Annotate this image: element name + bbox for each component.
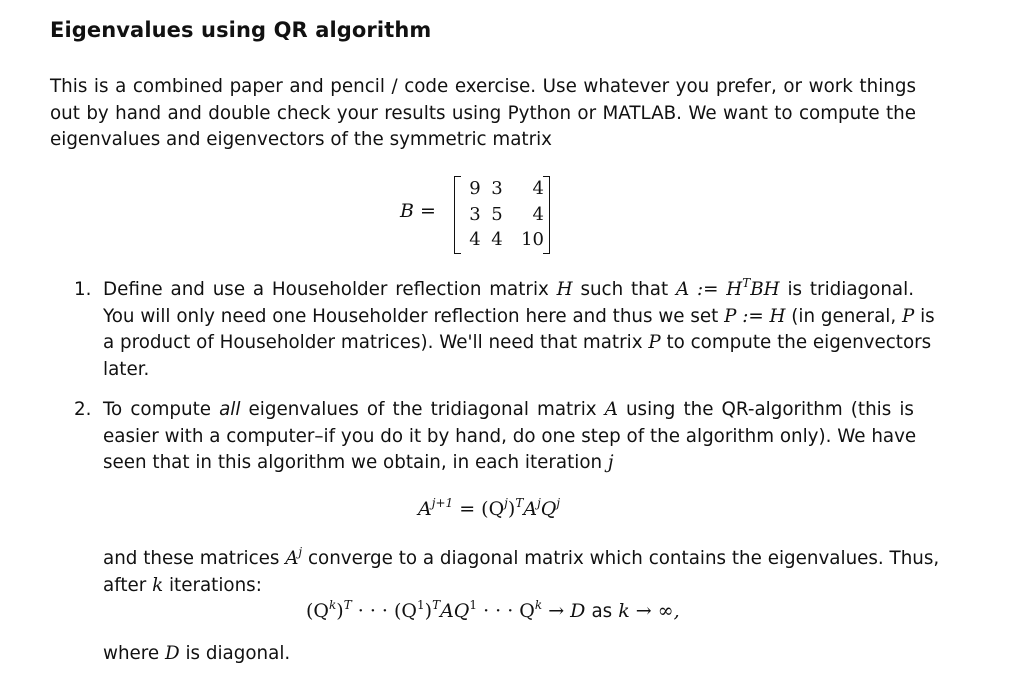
right-bracket — [543, 176, 550, 254]
intro-line: eigenvalues and eigenvectors of the symmetric matrix — [50, 129, 552, 150]
item-number: 1. — [74, 279, 92, 300]
matrix-entry: 4 — [491, 229, 503, 250]
item-line: You will only need one Householder reflection here and thus we set P := H (in general, P is — [103, 305, 935, 327]
matrix-entry: 3 — [469, 203, 481, 225]
matrix-entry: 3 — [491, 178, 503, 199]
matrix-entries — [464, 176, 546, 253]
item-number: 2. — [74, 399, 92, 420]
item-line: seen that in this algorithm we obtain, in each iteration j — [103, 452, 614, 473]
item-line: easier with a computer–if you do it by hand, do one step of the algorithm only). We have — [103, 425, 917, 447]
list-item — [74, 397, 917, 477]
matrix-entry: 5 — [491, 203, 503, 225]
matrix-entry: 4 — [469, 229, 481, 250]
diagonal-note: where D is diagonal. — [103, 643, 291, 664]
iteration-equation: $A^{j+1} = (Q^j)^TA^jQ^j$ — [418, 496, 561, 520]
para-line: and these matrices $A^j$ converge to a diagonal matrix which contains the eigenvalues. Thus, — [103, 545, 940, 569]
para-line: after k iterations: — [103, 574, 262, 596]
matrix-entry: 9 — [469, 178, 481, 199]
left-bracket — [454, 176, 461, 254]
matrix-entry: 4 — [532, 178, 544, 199]
matrix-entry: 10 — [521, 229, 544, 250]
convergence-paragraph — [103, 545, 940, 599]
exercise-list — [74, 276, 935, 477]
page-title: Eigenvalues using QR algorithm — [50, 18, 432, 42]
intro-line: This is a combined paper and pencil / code exercise. Use whatever you prefer, or work things — [50, 76, 916, 97]
item-body — [103, 397, 917, 477]
limit-equation: $(Q^k)^T$ · · · $(Q^1)^TAQ^1$ · · · $Q^k \to D$ as k → ∞, — [306, 598, 680, 622]
item-line: a product of Householder matrices). We'll need that matrix P to compute the eigenvectors — [103, 332, 932, 353]
item-line: later. — [103, 358, 150, 380]
item-body — [103, 276, 935, 383]
item-line: To compute all eigenvalues of the tridiagonal matrix A using the QR-algorithm (this is — [103, 399, 914, 420]
matrix-label: B = — [400, 200, 436, 222]
item-line: Define and use a Householder reflection matrix H such that A := $H^TBH$ is tridiagonal. — [103, 276, 915, 300]
list-item — [74, 276, 935, 383]
intro-line: out by hand and double check your results using Python or MATLAB. We want to compute the — [50, 102, 916, 124]
intro-paragraph — [50, 74, 916, 154]
matrix-entry: 4 — [532, 203, 544, 225]
